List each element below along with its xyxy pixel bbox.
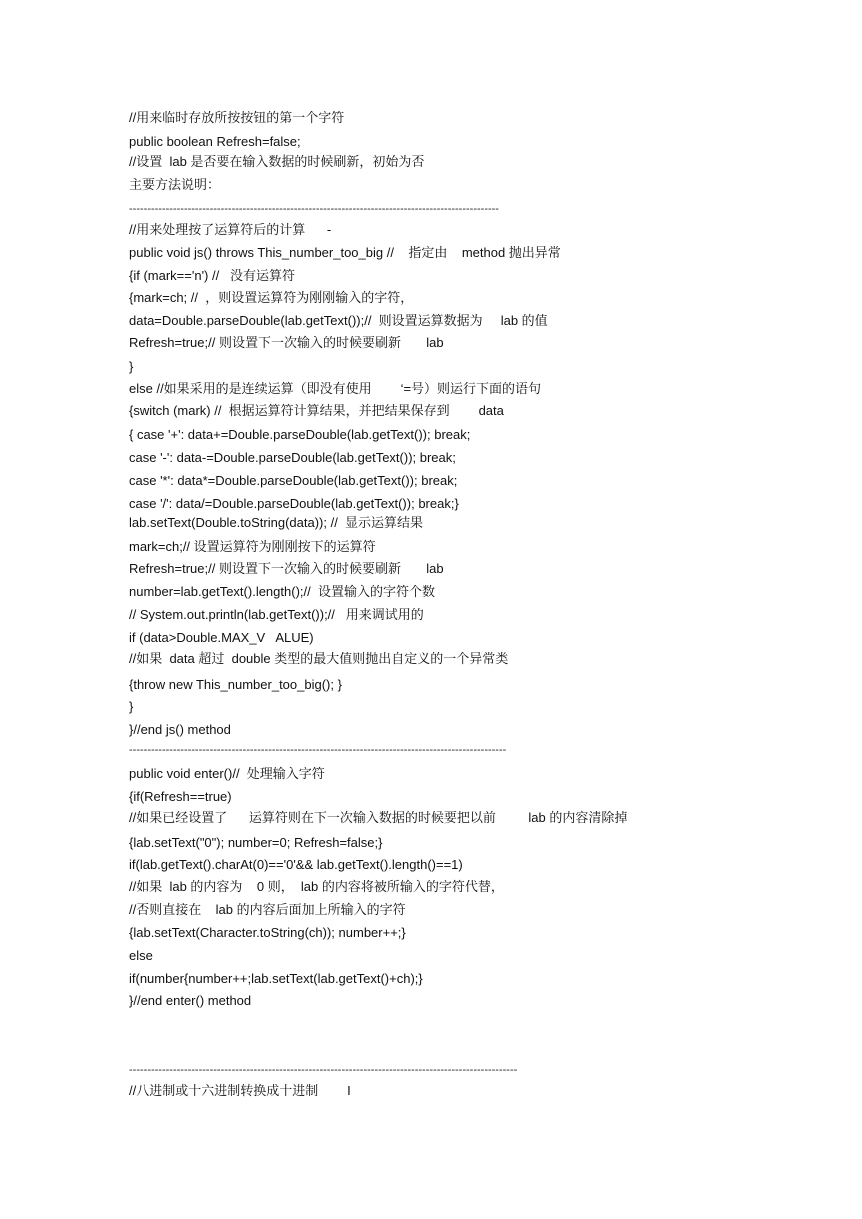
comment-line: //如果已经设置了 运算符则在下一次输入数据的时候要把以前 lab 的内容清除掉 — [129, 810, 628, 825]
comment-line: //用来处理按了运算符后的计算 - — [129, 222, 332, 237]
code-line: mark=ch;// 设置运算符为刚刚按下的运算符 — [129, 539, 376, 554]
code-line: case '-': data-=Double.parseDouble(lab.getText()); break; — [129, 450, 456, 465]
code-line: {if (mark=='n') // 没有运算符 — [129, 268, 296, 283]
code-line: {throw new This_number_too_big(); } — [129, 677, 342, 692]
comment-line: //用来临时存放所按按钮的第一个字符 — [129, 110, 345, 125]
code-line: else — [129, 948, 153, 963]
code-line: if(lab.getText().charAt(0)=='0'&& lab.getText().length()==1) — [129, 857, 463, 872]
comment-line: //如果 lab 的内容为 0 则， lab 的内容将被所输入的字符代替， — [129, 879, 504, 894]
code-line: case '*': data*=Double.parseDouble(lab.getText()); break; — [129, 473, 458, 488]
code-line: { case '+': data+=Double.parseDouble(lab.getText()); break; — [129, 427, 471, 442]
code-line: data=Double.parseDouble(lab.getText());// 则设置运算数据为 lab 的值 — [129, 313, 548, 328]
section-heading: 主要方法说明： — [129, 177, 221, 192]
code-line: } — [129, 359, 134, 374]
code-line: lab.setText(Double.toString(data)); // 显示运算结果 — [129, 515, 424, 530]
comment-line: //如果 data 超过 double 类型的最大值则抛出自定义的一个异常类 — [129, 651, 509, 666]
comment-line: //否则直接在 lab 的内容后面加上所输入的字符 — [129, 902, 406, 917]
comment-line: //八进制或十六进制转换成十进制 I — [129, 1083, 351, 1098]
separator-line: ----------------------------------------------------------------------------------------------------- — [129, 203, 499, 215]
code-line: Refresh=true;// 则设置下一次输入的时候要刷新 lab — [129, 335, 444, 350]
code-line: } — [129, 699, 134, 714]
code-line: public boolean Refresh=false; — [129, 134, 301, 149]
code-line: number=lab.getText().length();// 设置输入的字符个数 — [129, 584, 435, 599]
code-line: public void js() throws This_number_too_big // 指定由 method 抛出异常 — [129, 245, 561, 260]
code-line: if (data>Double.MAX_V ALUE) — [129, 630, 314, 645]
code-line: public void enter()// 处理输入字符 — [129, 766, 325, 781]
code-line: {mark=ch; // ，则设置运算符为刚刚输入的字符， — [129, 290, 414, 305]
code-line: {if(Refresh==true) — [129, 789, 232, 804]
separator-line: ------------------------------------------------------------------------------------------------------- — [129, 744, 507, 756]
code-line: else //如果采用的是连续运算（即没有使用 ‘=号）则运行下面的语句 — [129, 381, 542, 396]
code-line: if(number{number++;lab.setText(lab.getText()+ch);} — [129, 971, 423, 986]
separator-line: ---------------------------------------------------------------------------------------------------------- — [129, 1064, 518, 1076]
comment-line: // System.out.println(lab.getText());// 用来调试用的 — [129, 607, 424, 622]
code-line: Refresh=true;// 则设置下一次输入的时候要刷新 lab — [129, 561, 444, 576]
code-line: {switch (mark) // 根据运算符计算结果，并把结果保存到 data — [129, 403, 504, 418]
code-line: }//end js() method — [129, 722, 231, 737]
code-line: {lab.setText("0"); number=0; Refresh=false;} — [129, 835, 383, 850]
code-line: }//end enter() method — [129, 993, 252, 1008]
code-line: case '/': data/=Double.parseDouble(lab.getText()); break;} — [129, 496, 459, 511]
comment-line: //设置 lab 是否要在输入数据的时候刷新，初始为否 — [129, 154, 425, 169]
code-line: {lab.setText(Character.toString(ch)); number++;} — [129, 925, 406, 940]
